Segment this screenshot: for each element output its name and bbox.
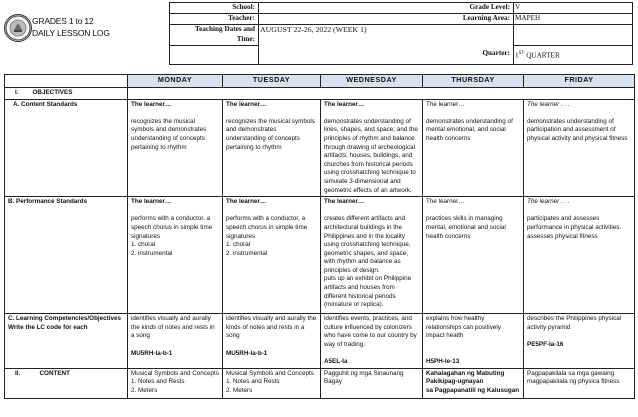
content-row <box>5 368 635 398</box>
title-line-2: DAILY LESSON LOG <box>32 28 110 38</box>
area-value: MAPEH <box>515 14 541 22</box>
performance-standards-row <box>5 197 635 314</box>
content-tuesday: Musical Symbols and Concepts 1. Notes and Rests 2. Meters <box>223 368 321 398</box>
competencies-monday: identifies visually and aurally the kinds of notes and rests in a song MU5RH-Ia-b-1 <box>128 314 223 369</box>
performance-standards-friday: The learner . . . participates and assesses performance in physical activities. assesses physical fitness <box>524 197 635 314</box>
performance-standards-thursday: The learner… practices skills in managing mental, emotional and social health concerns <box>423 197 524 314</box>
deped-seal-icon <box>4 14 32 42</box>
title-line-1: GRADES 1 to 12 <box>32 16 94 26</box>
day-thursday: THURSDAY <box>423 75 524 88</box>
content-standards-label: A. Content Standards <box>5 99 128 197</box>
document-title <box>32 15 110 39</box>
content-standards-row <box>5 99 635 197</box>
content-standards-tuesday: The learner… recognizes the musical symbols and demonstrates understanding of concepts pertaining to rhythm <box>223 99 321 197</box>
area-label: Learning Area: <box>462 14 510 22</box>
day-tuesday: TUESDAY <box>223 75 321 88</box>
content-standards-monday: The learner… recognizes the musical symbols and demonstrates understanding of concepts pertaining to rhythm <box>128 99 223 197</box>
performance-standards-tuesday: The learner… performs with a conductor, a speech chorus in simple time signatures 1. choral 2. instrumental <box>223 197 321 314</box>
quarter-value: 1ST QUARTER <box>515 51 560 60</box>
days-header-row <box>5 75 635 88</box>
content-standards-wednesday: The learner… demonstrates understanding of lines, shapes, and space; and the principles of rhythm and balance through drawing of archeological artifacts, houses, buildings, and churches from historical periods using crosshatching technique to simulate 3-dimensional and geometric effects of an artwork. <box>321 99 423 197</box>
grade-value: V <box>515 3 521 11</box>
quarter-label: Quarter: <box>482 49 510 57</box>
day-friday: FRIDAY <box>524 75 635 88</box>
competencies-label: C. Learning Competencies/Objectives Write the LC code for each <box>5 314 128 369</box>
corner-cell <box>5 75 128 88</box>
performance-standards-label: B. Performance Standards <box>5 197 128 314</box>
competencies-wednesday: identifies events, practices, and culture influenced by colonizers who have come to our country by way of trading. A5EL-Ia <box>321 314 423 369</box>
header-info-box <box>169 2 633 65</box>
grade-label: Grade Level: <box>469 3 510 11</box>
dates-value: AUGUST 22-26, 2022 (WEEK 1) <box>260 25 367 34</box>
day-wednesday: WEDNESDAY <box>321 75 423 88</box>
content-standards-thursday: The learner… demonstrates understanding of mental emotional, and social health concerns <box>423 99 524 197</box>
objectives-label: I. OBJECTIVES <box>5 88 128 100</box>
dates-label-line-2: Time: <box>236 35 255 43</box>
performance-standards-monday: The learner… performs with a conductor, a speech chorus in simple time signatures 1. choral 2. instrumental <box>128 197 223 314</box>
lesson-plan-table <box>4 74 635 399</box>
day-monday: MONDAY <box>128 75 223 88</box>
dates-label-line-1: Teaching Dates and <box>194 25 255 33</box>
performance-standards-wednesday: The learner… creates different artifacts and architectural buildings in the Philippines and in the locality using crosshatching technique, geometric shapes, and space, with rhythm and balance as principles of design. puts up an exhibit on Philippine artifacts and houses from different historical periods (miniature or replica). <box>321 197 423 314</box>
content-label: II. CONTENT <box>5 368 128 398</box>
objectives-row <box>5 88 635 100</box>
content-standards-friday: The learner . . . demonstrates understanding of participation and assessment of physical activity and physical fitness <box>524 99 635 197</box>
content-friday: Pagpapakilala sa mga gawaing magpapakilala ng physica fitness <box>524 368 635 398</box>
competencies-thursday: explains how healthy relationships can positively impact health H5PH-Ie-13 <box>423 314 524 369</box>
competencies-friday: describes the Philippines physical activity pyramid PE5PF-Ia-16 <box>524 314 635 369</box>
objectives-span <box>128 88 635 100</box>
competencies-row <box>5 314 635 369</box>
teacher-label: Teacher: <box>228 14 255 22</box>
competencies-tuesday: identifies visually and aurally the kinds of notes and rests in a song MU5RH-Ia-b-1 <box>223 314 321 369</box>
content-thursday: Kahalagahan ng Mabuting Pakikipag-ugnayan sa Pagpapanatili ng Kalusugan <box>423 368 524 398</box>
content-wednesday: Pagguhit ng mga Sinaunang Bagay <box>321 368 423 398</box>
school-label: School: <box>232 3 255 11</box>
content-monday: Musical Symbols and Concepts 1. Notes and Rests 2. Meters <box>128 368 223 398</box>
lesson-log-header <box>0 0 638 68</box>
